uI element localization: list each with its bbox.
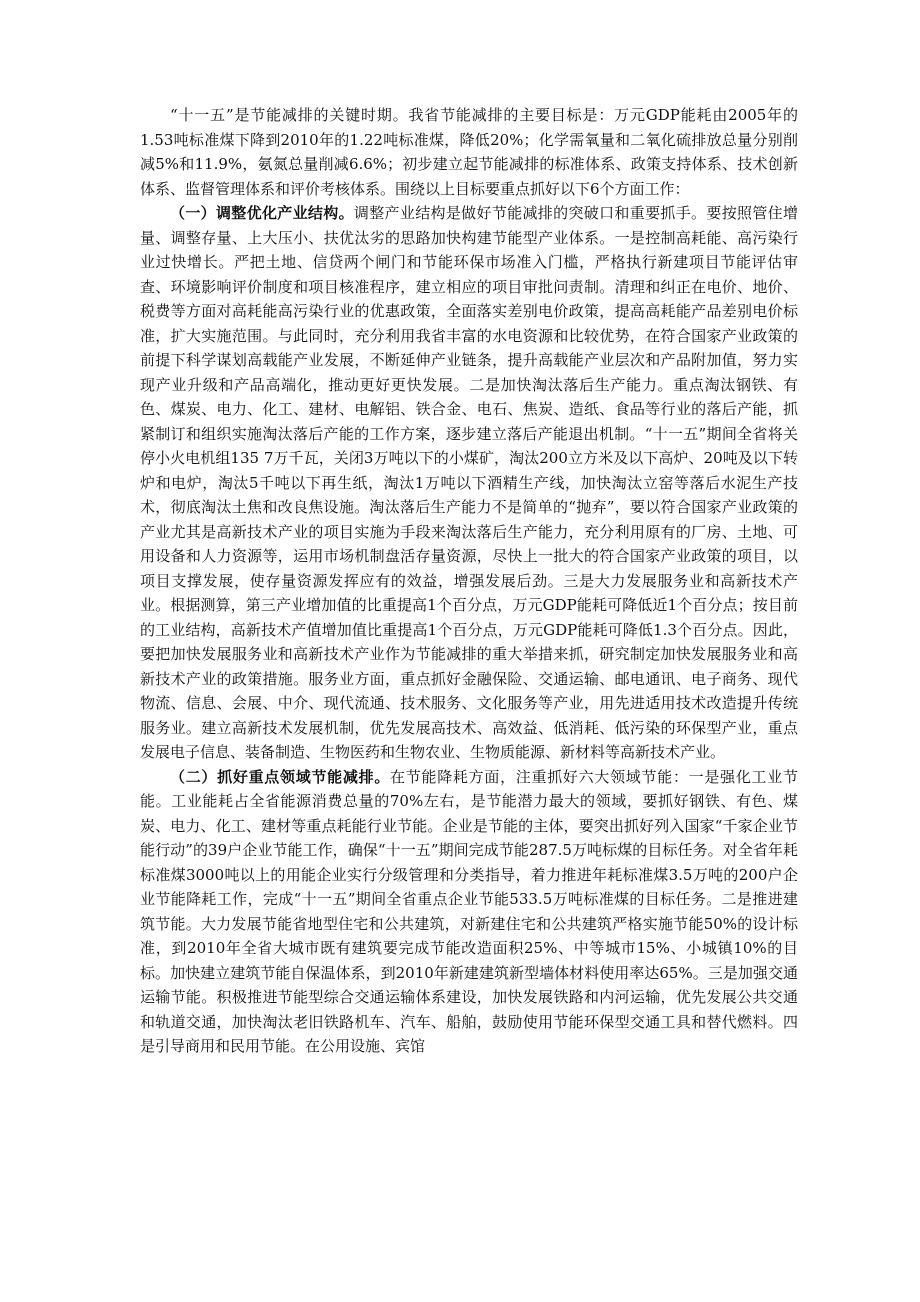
intro-text: “十一五”是节能减排的关键时期。我省节能减排的主要目标是：万元GDP能耗由2005年的1.53吨标准煤下降到2010年的1.22吨标准煤，降低20%；化学需氧量和二氧化硫排放总量分别削减5%和11.9%，氨氮总量削减6.6%；初步建立起节能减排的标准体系、政策支持体系、技术创新体系、监督管理体系和评价考核体系。围绕以上目标要重点抓好以下6个方面工作： [140,106,798,198]
section-1-heading: （一）调整优化产业结构。 [170,204,354,222]
section-2-heading: （二）抓好重点领域节能减排。 [170,767,391,786]
section-1-paragraph [140,201,798,765]
section-1-text: 调整产业结构是做好节能减排的突破口和重要抓手。要按照管住增量、调整存量、上大压小、扶优汰劣的思路加快构建节能型产业体系。一是控制高耗能、高污染行业过快增长。严把土地、信贷两个闸门和节能环保市场准入门槛，严格执行新建项目节能评估审查、环境影响评价制度和项目核准程序，建立相应的项目审批问责制。清理和纠正在电价、地价、税费等方面对高耗能高污染行业的优惠政策，全面落实差别电价政策，提高高耗能产品差别电价标准，扩大实施范围。与此同时，充分利用我省丰富的水电资源和比较优势，在符合国家产业政策的前提下科学谋划高载能产业发展，不断延伸产业链条，提升高载能产业层次和产品附加值，努力实现产业升级和产品高端化，推动更好更快发展。二是加快淘汰落后生产能力。重点淘汰钢铁、有色、煤炭、电力、化工、建材、电解铝、铁合金、电石、焦炭、造纸、食品等行业的落后产能，抓紧制订和组织实施淘汰落后产能的工作方案，逐步建立落后产能退出机制。“十一五”期间全省将关停小火电机组135 7万千瓦，关闭3万吨以下的小煤矿，淘汰200立方米及以下高炉、20吨及以下转炉和电炉，淘汰5千吨以下再生纸，淘汰1万吨以下酒精生产线，加快淘汰立窑等落后水泥生产技术，彻底淘汰土焦和改良焦设施。淘汰落后生产能力不是简单的“抛弃”，要以符合国家产业政策的产业尤其是高新技术产业的项目实施为手段来淘汰落后生产能力，充分利用原有的厂房、土地、可用设备和人力资源等，运用市场机制盘活存量资源，尽快上一批大的符合国家产业政策的项目，以项目支撑发展，使存量资源发挥应有的效益，增强发展后劲。三是大力发展服务业和高新技术产业。根据测算，第三产业增加值的比重提高1个百分点，万元GDP能耗可降低近1个百分点；按目前的工业结构，高新技术产值增加值比重提高1个百分点，万元GDP能耗可降低1.3个百分点。因此，要把加快发展服务业和高新技术产业作为节能减排的重大举措来抓，研究制定加快发展服务业和高新技术产业的政策措施。服务业方面，重点抓好金融保险、交通运输、邮电通讯、电子商务、现代物流、信息、会展、中介、现代流通、技术服务、文化服务等产业，用先进适用技术改造提升传统服务业。建立高新技术发展机制，优先发展高技术、高效益、低消耗、低污染的环保型产业，重点发展电子信息、装备制造、生物医药和生物农业、生物质能源、新材料等高新技术产业。 [140,204,798,761]
section-2-paragraph [140,765,798,1059]
intro-paragraph [140,103,798,201]
section-2-text: 在节能降耗方面，注重抓好六大领域节能：一是强化工业节能。工业能耗占全省能源消费总量的70%左右，是节能潜力最大的领域，要抓好钢铁、有色、煤炭、电力、化工、建材等重点耗能行业节能。企业是节能的主体，要突出抓好列入国家“千家企业节能行动”的39户企业节能工作，确保“十一五”期间完成节能287.5万吨标煤的目标任务。对全省年耗标准煤3000吨以上的用能企业实行分级管理和分类指导，着力推进年耗标准煤3.5万吨的200户企业节能降耗工作，完成“十一五”期间全省重点企业节能533.5万吨标准煤的目标任务。二是推进建筑节能。大力发展节能省地型住宅和公共建筑，对新建住宅和公共建筑严格实施节能50%的设计标准，到2010年全省大城市既有建筑要完成节能改造面积25%、中等城市15%、小城镇10%的目标。加快建立建筑节能自保温体系，到2010年新建建筑新型墙体材料使用率达65%。三是加强交通运输节能。积极推进节能型综合交通运输体系建设，加快发展铁路和内河运输，优先发展公共交通和轨道交通，加快淘汰老旧铁路机车、汽车、船舶，鼓励使用节能环保型交通工具和替代燃料。四是引导商用和民用节能。在公用设施、宾馆 [140,767,798,1055]
document-body [140,103,798,1059]
